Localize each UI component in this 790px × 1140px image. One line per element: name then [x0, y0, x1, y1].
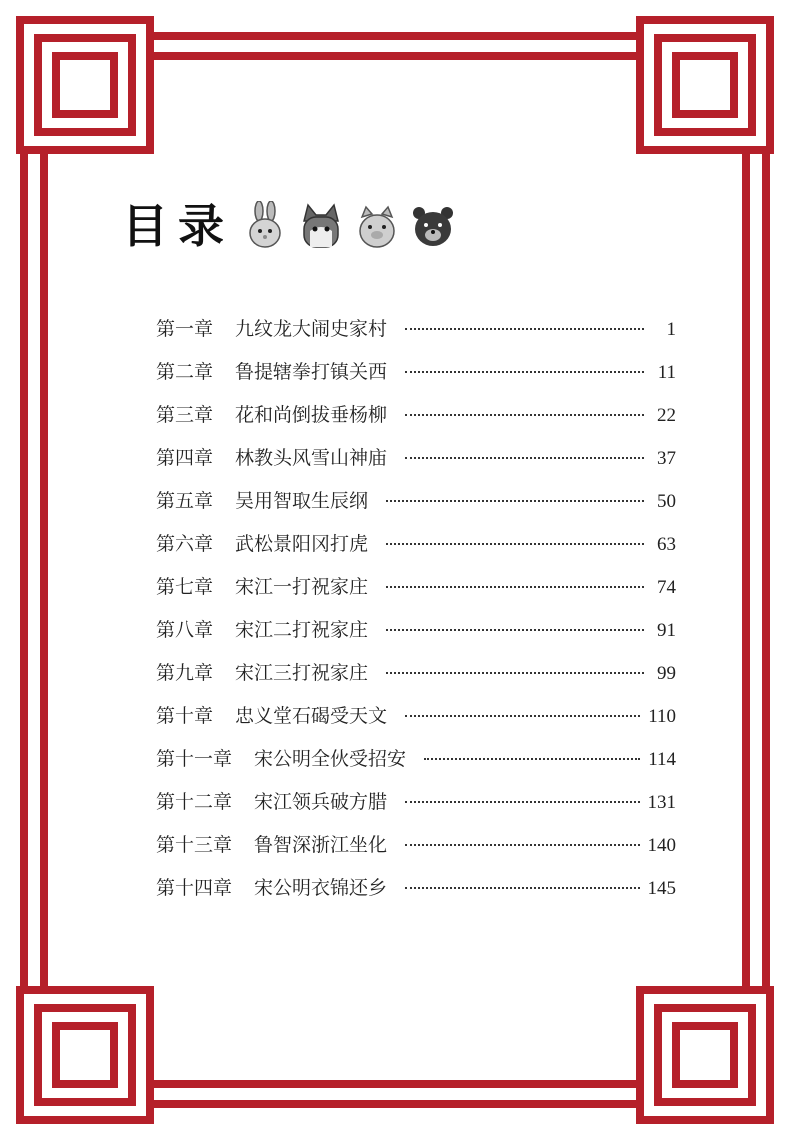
toc-leader-dots	[405, 715, 640, 717]
toc-chapter-number: 第九章	[156, 662, 214, 684]
toc-entry[interactable]	[156, 701, 676, 744]
toc-leader-dots	[386, 672, 644, 674]
toc-leader-dots	[405, 414, 644, 416]
page-title: 目录	[122, 199, 234, 253]
toc-entry[interactable]	[156, 443, 676, 486]
cat-icon	[296, 201, 346, 251]
toc-entry[interactable]	[156, 400, 676, 443]
toc-chapter-title: 宋江领兵破方腊	[254, 791, 388, 813]
toc-leader-dots	[386, 543, 644, 545]
toc-chapter-number: 第十一章	[156, 748, 233, 770]
toc-chapter-number: 第十三章	[156, 834, 233, 856]
toc-chapter-title: 宋江三打祝家庄	[235, 662, 369, 684]
mascot-group	[240, 201, 458, 251]
toc-chapter-title: 宋江二打祝家庄	[235, 619, 369, 641]
toc-page-number: 50	[657, 491, 676, 512]
toc-chapter-title: 忠义堂石碣受天文	[235, 705, 388, 727]
toc-page-number: 22	[657, 405, 676, 426]
toc-entry[interactable]	[156, 615, 676, 658]
toc-chapter-title: 九纹龙大闹史家村	[235, 318, 388, 340]
toc-chapter-title: 宋公明全伙受招安	[254, 748, 407, 770]
toc-leader-dots	[405, 844, 639, 846]
toc-page-number: 131	[647, 792, 676, 813]
toc-chapter-number: 第二章	[156, 361, 214, 383]
bear-icon	[408, 201, 458, 251]
toc-chapter-number: 第六章	[156, 533, 214, 555]
toc-leader-dots	[405, 887, 639, 889]
toc-leader-dots	[386, 586, 644, 588]
toc-chapter-title: 花和尚倒拔垂杨柳	[235, 404, 388, 426]
rabbit-icon	[240, 201, 290, 251]
toc-leader-dots	[405, 328, 644, 330]
toc-page-number: 110	[648, 706, 676, 727]
toc-page-number: 74	[657, 577, 676, 598]
toc-entry[interactable]	[156, 529, 676, 572]
toc-entry[interactable]	[156, 658, 676, 701]
toc-chapter-title: 鲁提辖拳打镇关西	[235, 361, 388, 383]
toc-chapter-number: 第一章	[156, 318, 214, 340]
toc-chapter-number: 第十四章	[156, 877, 233, 899]
toc-entry[interactable]	[156, 486, 676, 529]
toc-chapter-number: 第四章	[156, 447, 214, 469]
toc-leader-dots	[405, 371, 644, 373]
toc-leader-dots	[386, 629, 644, 631]
toc-entry[interactable]	[156, 744, 676, 787]
toc-chapter-number: 第十二章	[156, 791, 233, 813]
toc-chapter-title: 宋江一打祝家庄	[235, 576, 369, 598]
toc-page-number: 11	[657, 362, 676, 383]
toc-entry[interactable]	[156, 314, 676, 357]
toc-chapter-title: 林教头风雪山神庙	[235, 447, 388, 469]
toc-leader-dots	[424, 758, 640, 760]
toc-chapter-number: 第十章	[156, 705, 214, 727]
toc-entry[interactable]	[156, 572, 676, 615]
toc-chapter-title: 武松景阳冈打虎	[235, 533, 369, 555]
toc-entry[interactable]	[156, 873, 676, 916]
toc-page-number: 140	[647, 835, 676, 856]
toc-entry[interactable]	[156, 357, 676, 400]
toc-page-number: 145	[647, 878, 676, 899]
toc-leader-dots	[405, 801, 639, 803]
table-of-contents	[156, 314, 676, 916]
toc-page-number: 91	[657, 620, 676, 641]
toc-page-number: 1	[666, 319, 676, 340]
toc-entry[interactable]	[156, 830, 676, 873]
toc-page-number: 99	[657, 663, 676, 684]
toc-page-number: 37	[657, 448, 676, 469]
toc-chapter-number: 第八章	[156, 619, 214, 641]
toc-chapter-title: 宋公明衣锦还乡	[254, 877, 388, 899]
toc-chapter-number: 第五章	[156, 490, 214, 512]
title-row	[122, 196, 458, 256]
toc-leader-dots	[386, 500, 644, 502]
toc-page-number: 114	[648, 749, 676, 770]
toc-entry[interactable]	[156, 787, 676, 830]
toc-page-number: 63	[657, 534, 676, 555]
toc-chapter-title: 鲁智深浙江坐化	[254, 834, 388, 856]
toc-chapter-number: 第七章	[156, 576, 214, 598]
toc-chapter-number: 第三章	[156, 404, 214, 426]
toc-leader-dots	[405, 457, 644, 459]
toc-chapter-title: 吴用智取生辰纲	[235, 490, 369, 512]
pig-icon	[352, 201, 402, 251]
